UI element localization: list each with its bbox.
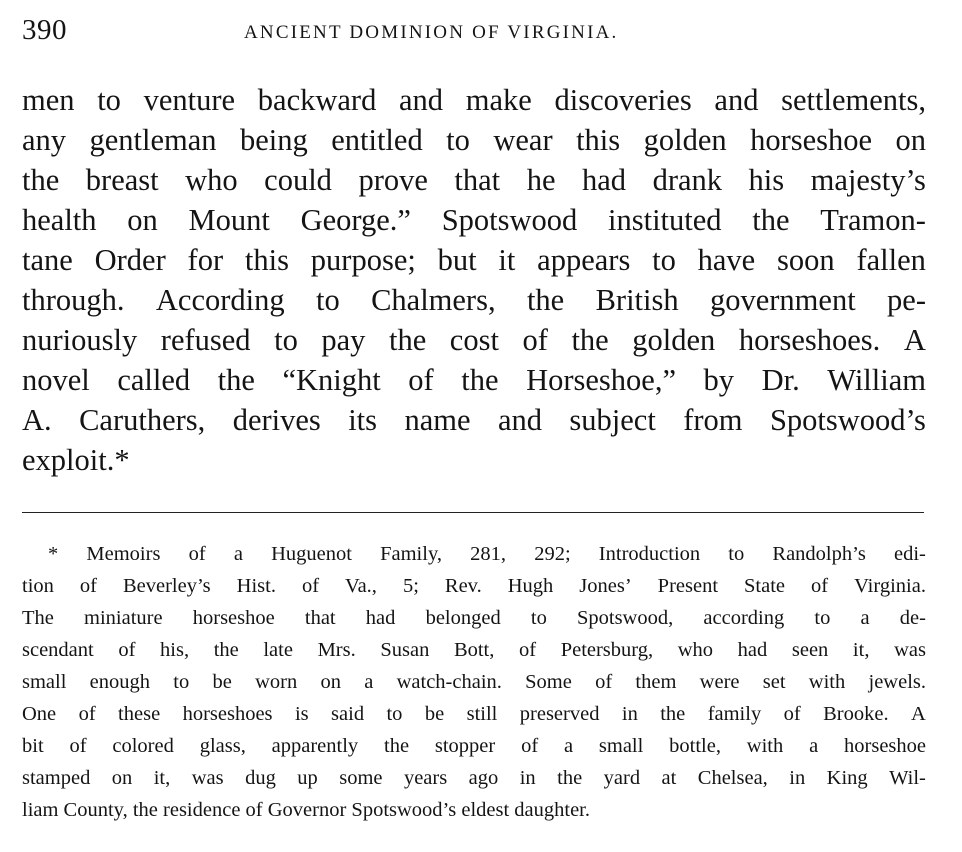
body-line: men to venture backward and make discoveries and settlements, <box>22 83 926 117</box>
body-line: A. Caruthers, derives its name and subject from Spotswood’s <box>22 403 926 437</box>
body-line: the breast who could prove that he had drank his majesty’s <box>22 163 926 197</box>
footnote-line: liam County, the residence of Governor Spotswood’s eldest daughter. <box>22 799 591 821</box>
body-line: health on Mount George.” Spotswood instituted the Tramon- <box>22 203 926 237</box>
footnote-rule <box>22 512 924 513</box>
page-number: 390 <box>22 14 67 46</box>
footnote-line: One of these horseshoes is said to be still preserved in the family of Brooke. A <box>22 703 926 725</box>
footnote-line: tion of Beverley’s Hist. of Va., 5; Rev. Hugh Jones’ Present State of Virginia. <box>22 575 926 597</box>
footnote-line: bit of colored glass, apparently the stopper of a small bottle, with a horseshoe <box>22 735 926 757</box>
footnote-line: scendant of his, the late Mrs. Susan Bott, of Petersburg, who had seen it, was <box>22 639 926 661</box>
body-line: exploit.* <box>22 443 130 477</box>
footnote-line: small enough to be worn on a watch-chain. Some of them were set with jewels. <box>22 671 926 693</box>
main-text <box>22 80 926 480</box>
footnote-line: The miniature horseshoe that had belonged to Spotswood, according to a de- <box>22 607 926 629</box>
body-line: through. According to Chalmers, the British government pe- <box>22 283 926 317</box>
running-head: ANCIENT DOMINION OF VIRGINIA. <box>244 22 619 43</box>
footnote-line: * Memoirs of a Huguenot Family, 281, 292; Introduction to Randolph’s edi- <box>48 543 926 565</box>
body-line: novel called the “Knight of the Horseshoe,” by Dr. William <box>22 363 926 397</box>
body-line: any gentleman being entitled to wear this golden horseshoe on <box>22 123 926 157</box>
body-line: tane Order for this purpose; but it appears to have soon fallen <box>22 243 926 277</box>
footnote-line: stamped on it, was dug up some years ago in the yard at Chelsea, in King Wil- <box>22 767 926 789</box>
body-line: nuriously refused to pay the cost of the golden horseshoes. A <box>22 323 926 357</box>
footnote <box>22 538 926 826</box>
